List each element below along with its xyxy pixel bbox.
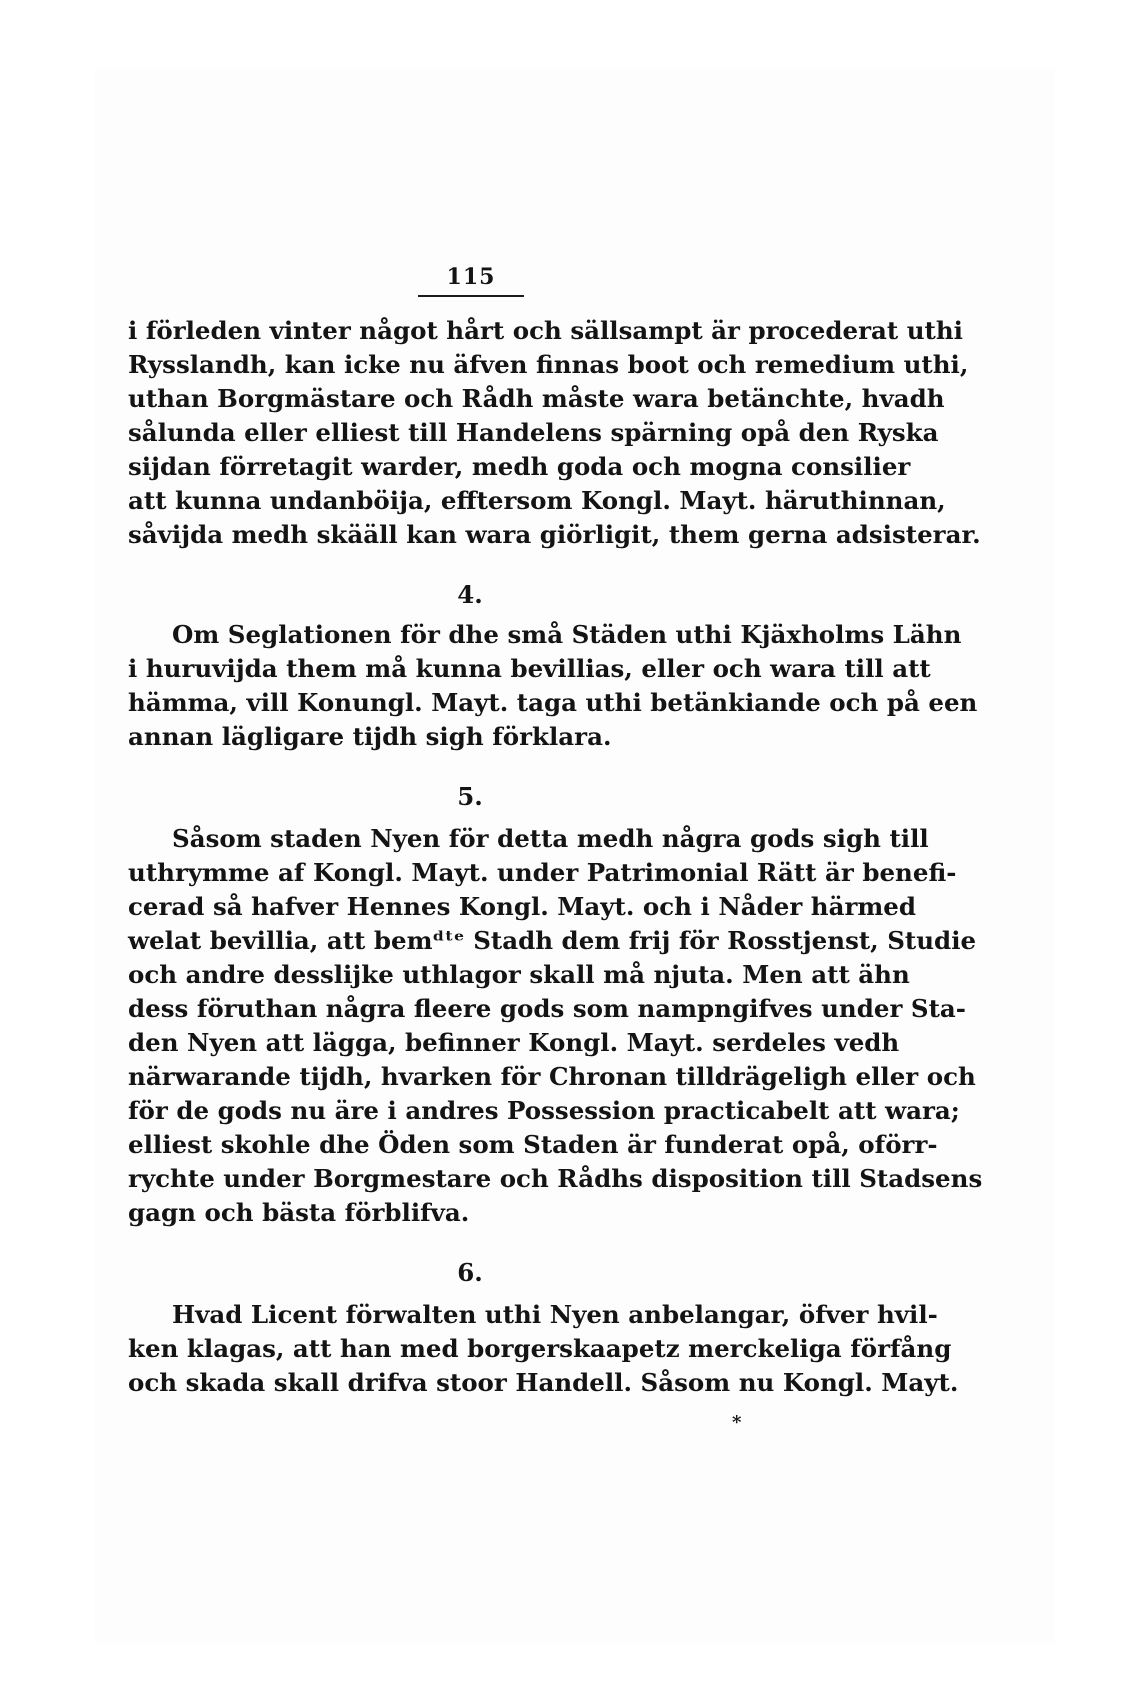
- text-line: för de gods nu äre i andres Possession practicabelt att wara;: [128, 1096, 960, 1125]
- text-line: annan lägligare tijdh sigh förklara.: [128, 722, 612, 751]
- text-line: Rysslandh, kan icke nu äfven finnas boot och remedium uthi,: [128, 350, 969, 379]
- text-line: dess föruthan några fleere gods som nampngifves under Sta-: [128, 994, 966, 1023]
- text-line: och skada skall drifva stoor Handell. Såsom nu Kongl. Mayt.: [128, 1368, 959, 1397]
- text-line: hämma, vill Konungl. Mayt. taga uthi betänkiande och på een: [128, 688, 978, 717]
- text-line: i förleden vinter något hårt och sällsampt är procederat uthi: [128, 316, 963, 345]
- text-line: och andre desslijke uthlagor skall må njuta. Men att ähn: [128, 960, 910, 989]
- text-line: den Nyen att lägga, befinner Kongl. Mayt. serdeles vedh: [128, 1028, 900, 1057]
- section-heading-6: 6.: [457, 1258, 483, 1287]
- text-line: sijdan förretagit warder, medh goda och mogna consilier: [128, 452, 911, 481]
- header-rule: [418, 295, 524, 297]
- text-line: cerad så hafver Hennes Kongl. Mayt. och i Nåder härmed: [128, 892, 917, 921]
- section-heading-4: 4.: [457, 580, 483, 609]
- signature-mark: *: [732, 1412, 742, 1433]
- text-line: welat bevillia, att bemᵈᵗᵉ Stadh dem frij för Rosstjenst, Studie: [128, 926, 977, 955]
- text-line: närwarande tijdh, hvarken för Chronan tilldrägeligh eller och: [128, 1062, 976, 1091]
- text-line: i huruvijda them må kunna bevillias, eller och wara till att: [128, 654, 931, 683]
- text-line: Hvad Licent förwalten uthi Nyen anbelangar, öfver hvil-: [172, 1300, 938, 1329]
- section-heading-5: 5.: [457, 782, 483, 811]
- text-line: sålunda eller elliest till Handelens spärning opå den Ryska: [128, 418, 939, 447]
- text-line: att kunna undanböija, efftersom Kongl. Mayt. häruthinnan,: [128, 486, 946, 515]
- text-line: såvijda medh skääll kan wara giörligit, them gerna adsisterar.: [128, 520, 981, 549]
- text-line: uthrymme af Kongl. Mayt. under Patrimonial Rätt är benefi-: [128, 858, 957, 887]
- page-number: 115: [446, 264, 496, 290]
- text-line: elliest skohle dhe Öden som Staden är funderat opå, oförr-: [128, 1130, 938, 1159]
- text-line: Såsom staden Nyen för detta medh några gods sigh till: [172, 824, 929, 853]
- text-line: uthan Borgmästare och Rådh måste wara betänchte, hvadh: [128, 384, 945, 413]
- text-line: ken klagas, att han med borgerskaapetz merckeliga förfång: [128, 1334, 952, 1363]
- text-line: gagn och bästa förblifva.: [128, 1198, 470, 1227]
- text-line: rychte under Borgmestare och Rådhs disposition till Stadsens: [128, 1164, 983, 1193]
- text-line: Om Seglationen för dhe små Städen uthi Kjäxholms Lähn: [172, 620, 962, 649]
